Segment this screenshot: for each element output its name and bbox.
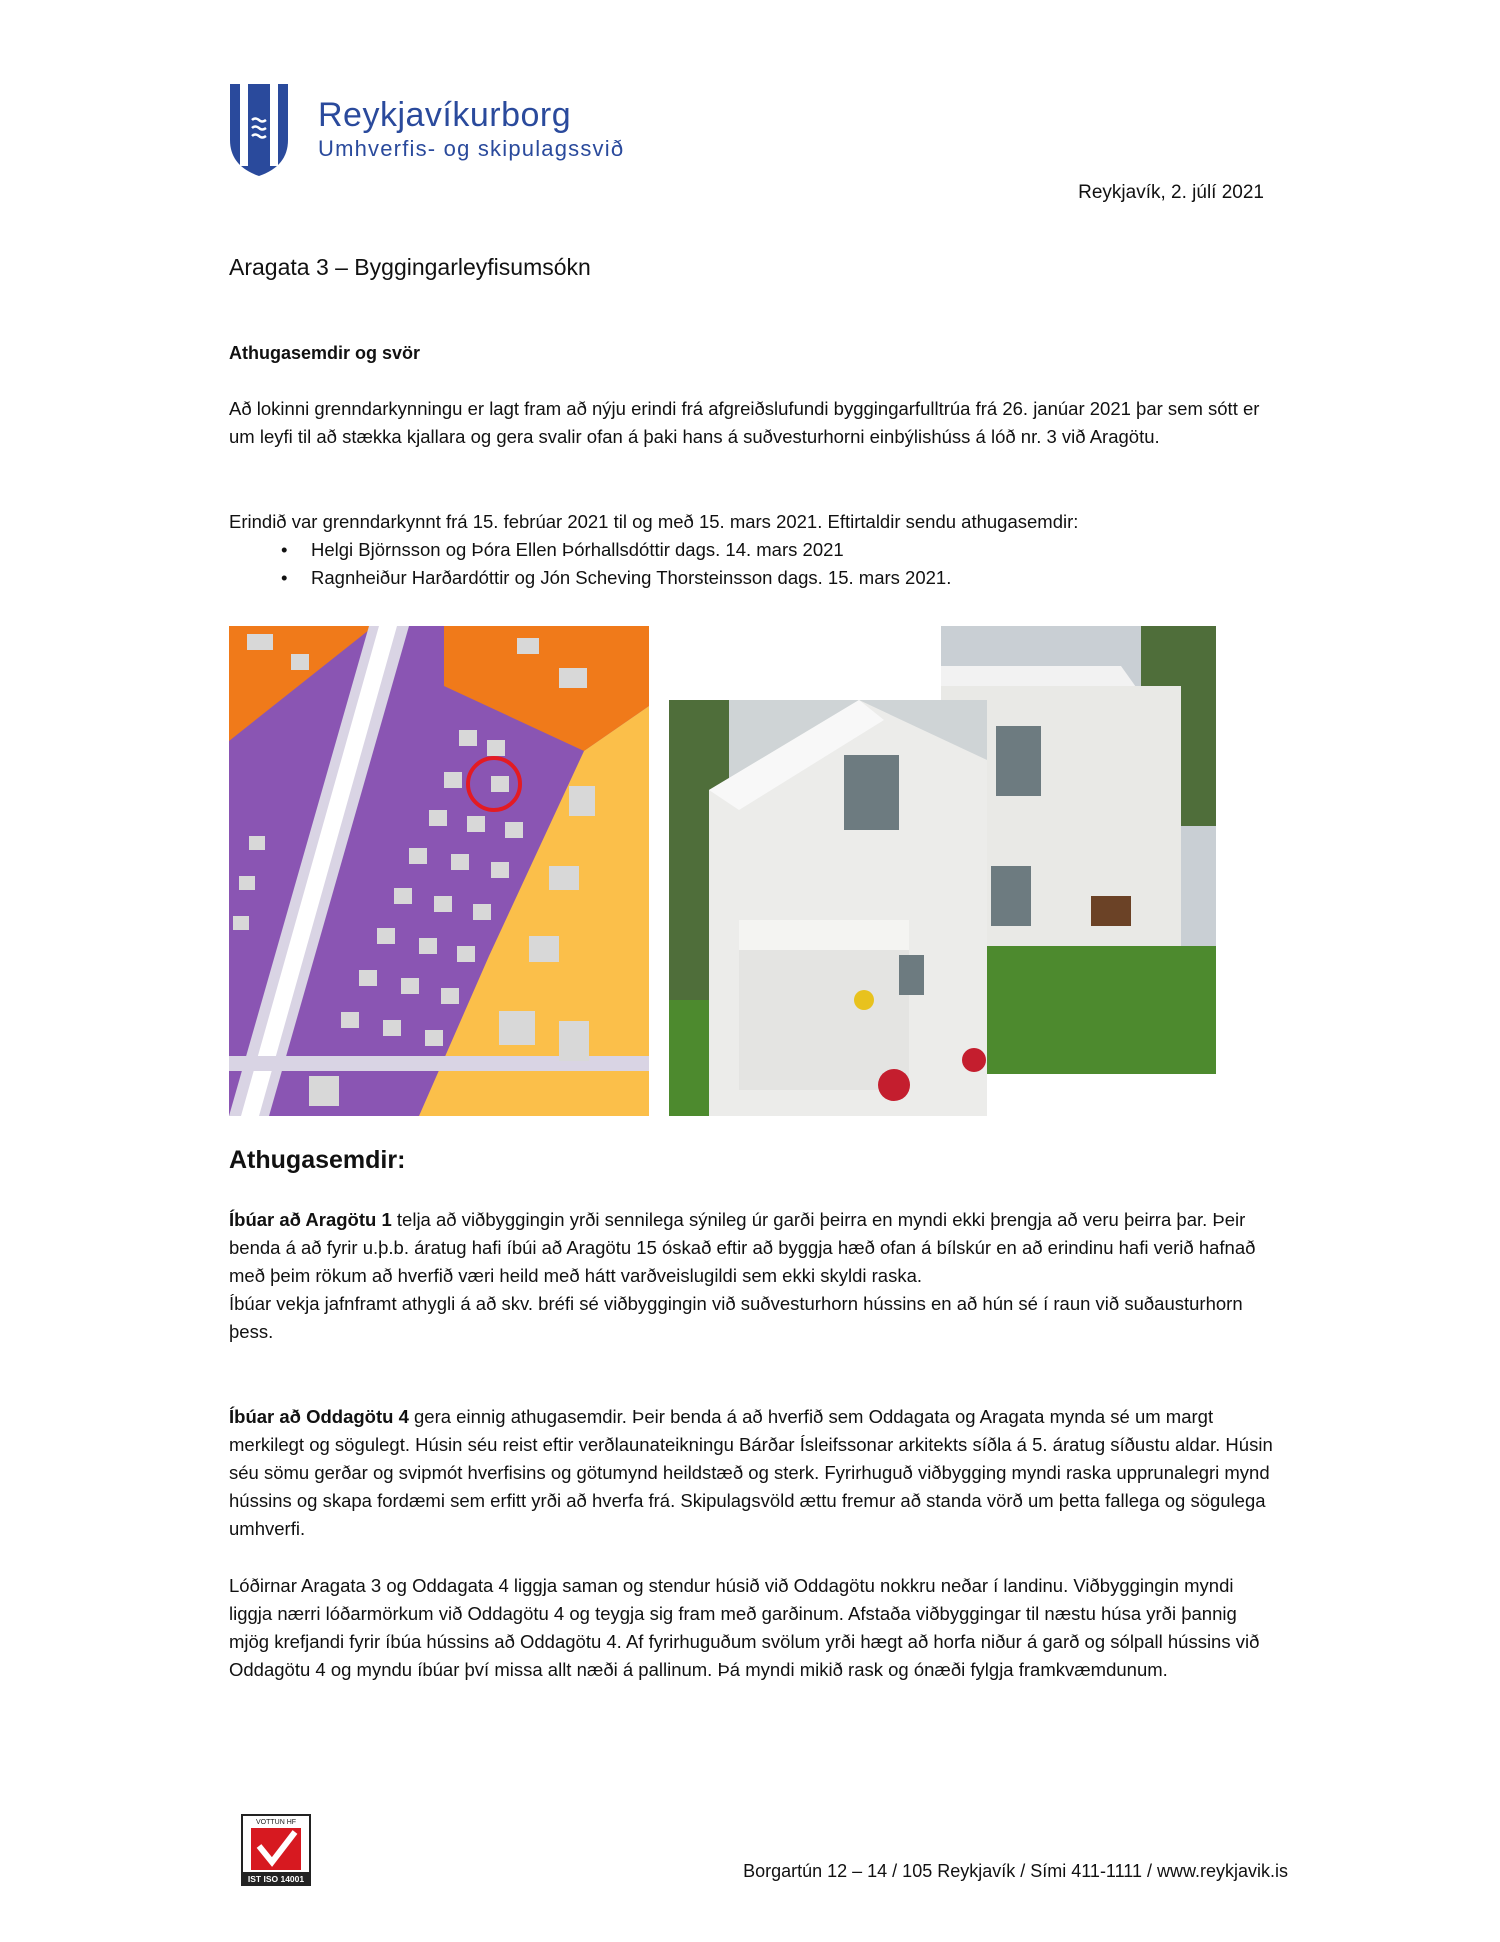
bullet: •	[281, 539, 288, 560]
org-name: Reykjavíkurborg	[318, 96, 572, 134]
comment-aragata-1	[229, 1206, 1274, 1346]
zoning-map-image	[229, 626, 649, 1116]
intro-paragraph: Að lokinni grenndarkynningu er lagt fram að nýju erindi frá afgreiðslufundi byggingarfulltrúa frá 26. janúar 2021 þar sem sótt er um leyfi til að stækka kjallara og gera svalir ofan á þaki hans á suðvesturhorni einbýlishúss á lóð nr. 3 við Aragötu.	[229, 398, 1260, 447]
comment-body: gera einnig athugasemdir. Þeir benda á að hverfið sem Oddagata og Aragata mynda sé um margt merkilegt og sögulegt. Húsin séu reist eftir verðlaunateikningu Bárðar Ísleifssonar arkitekts síðla á 5. áratug síðustu aldar. Húsin séu sömu gerðar og svipmót hverfisins og götumynd heildstæð og sterk. Fyrirhuguð viðbygging myndi raska upprunalegri mynd hússins og skapa fordæmi sem erfitt yrði að hverfa frá. Skipulagsvöld ættu fremur að standa vörð um þetta fallega og sögulega umhverfi.	[229, 1406, 1273, 1539]
footer-address: Borgartún 12 – 14 / 105 Reykjavík / Sími 411-1111 / www.reykjavik.is	[743, 1861, 1288, 1881]
commenter-name: Helgi Björnsson og Þóra Ellen Þórhallsdóttir dags. 14. mars 2021	[311, 539, 844, 560]
comment-body: telja að viðbyggingin yrði sennilega sýnileg úr garði þeirra en myndi ekki þrengja að veru þeirra þar. Þeir benda á að fyrir u.þ.b. áratug hafi íbúi að Aragötu 15 óskað eftir að byggja hæð ofan á bílskúr en að erindinu hafi verið hafnað með þeim rökum að hverfið væri heild með hátt varðveislugildi sem ekki skyldi raska.	[229, 1209, 1256, 1286]
document-title: Aragata 3 – Byggingarleyfisumsókn	[229, 254, 591, 280]
bullet: •	[281, 567, 288, 588]
section-heading: Athugasemdir og svör	[229, 343, 421, 363]
consultation-paragraph: Erindið var grenndarkynnt frá 15. febrúar 2021 til og með 15. mars 2021. Eftirtaldir sendu athugasemdir:	[229, 511, 1079, 532]
comment-lead: Íbúar að Oddagötu 4	[229, 1406, 409, 1427]
iso-top-text: VOTTUN HF	[255, 1819, 297, 1826]
comment-lot-boundary: Lóðirnar Aragata 3 og Oddagata 4 liggja saman og stendur húsið við Oddagötu nokkru neðar í landinu. Viðbyggingin myndi liggja nærri lóðarmörkum við Oddagötu 4 og teygja sig fram með garðinum. Afstaða viðbyggingar til næstu húsa yrði þannig mjög krefjandi fyrir íbúa hússins að Oddagötu 4. Af fyrirhuguðum svölum yrði hægt að horfa niður á garð og sólpall hússins við Oddagötu 4 og myndu íbúar því missa allt næði á pallinum. Þá myndi mikið rask og ónæði fylgja framkvæmdunum.	[229, 1575, 1260, 1680]
department-name: Umhverfis- og skipulagssvið	[318, 136, 625, 161]
iso-14001-certification-logo	[241, 1814, 311, 1886]
comments-heading: Athugasemdir:	[229, 1146, 406, 1174]
comment-oddagata-4	[229, 1403, 1274, 1543]
list-item	[229, 536, 1274, 564]
letter-date: Reykjavík, 2. júlí 2021	[1078, 182, 1264, 203]
house-photo-front	[669, 700, 987, 1116]
comment-extra: Íbúar vekja jafnframt athygli á að skv. bréfi sé viðbyggingin við suðvesturhorn hússins en að hún sé í raun við suðausturhorn þess.	[229, 1293, 1243, 1342]
commenter-name: Ragnheiður Harðardóttir og Jón Scheving Thorsteinsson dags. 15. mars 2021.	[311, 567, 952, 588]
reykjavik-coat-of-arms-logo	[228, 82, 290, 178]
list-item	[229, 564, 1274, 592]
iso-bottom-text: IST ISO 14001	[247, 1874, 305, 1884]
commenters-list	[229, 536, 1274, 592]
comment-lead: Íbúar að Aragötu 1	[229, 1209, 392, 1230]
